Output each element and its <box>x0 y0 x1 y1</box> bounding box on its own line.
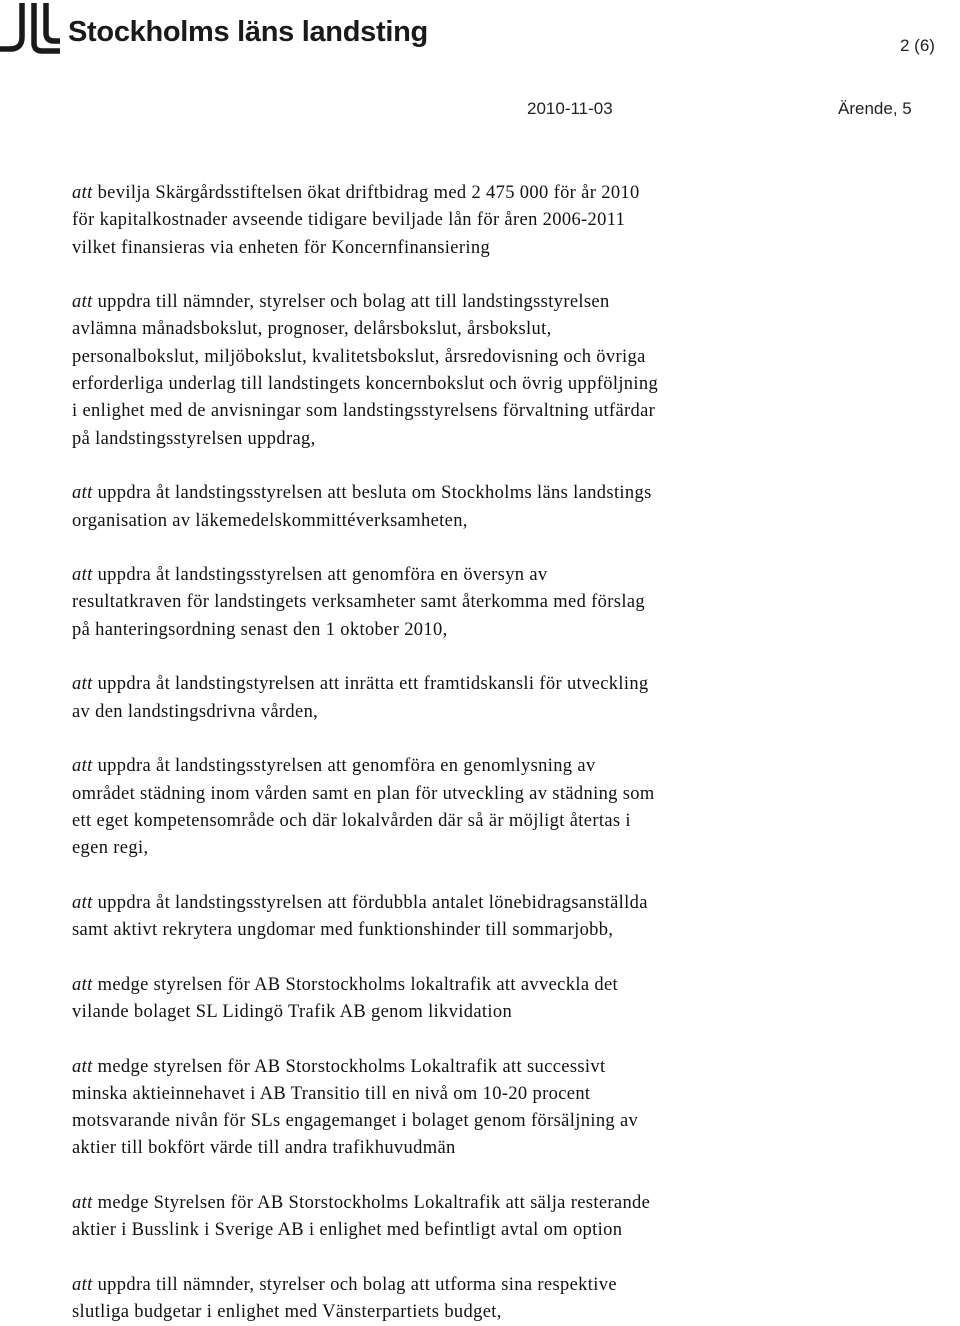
line-text: uppdra åt landstingstyrelsen att inrätta ett framtidskansli för utveckling <box>97 674 649 695</box>
att-keyword: att <box>72 1274 93 1295</box>
att-keyword: att <box>72 974 93 995</box>
line-text: medge Styrelsen för AB Storstockholms Lokaltrafik att sälja resterande <box>97 1192 651 1213</box>
decision-paragraph <box>72 289 812 453</box>
paragraph-line <box>72 426 812 453</box>
paragraph-line <box>72 753 812 780</box>
att-keyword: att <box>72 483 93 504</box>
line-text: organisation av läkemedelskommittéverksamheten, <box>72 510 468 531</box>
line-text: av den landstingsdrivna vården, <box>72 701 319 722</box>
paragraph-line <box>72 999 812 1026</box>
att-keyword: att <box>72 674 93 695</box>
line-text: för kapitalkostnader avseende tidigare beviljade lån för åren 2006-2011 <box>72 210 626 231</box>
line-text: ett eget kompetensområde och där lokalvården där så är möjligt återtas i <box>72 810 631 831</box>
line-text: i enlighet med de anvisningar som landstingsstyrelsens förvaltning utfärdar <box>72 401 656 422</box>
paragraph-line <box>72 1272 812 1299</box>
paragraph-line <box>72 1054 812 1081</box>
paragraph-line <box>72 180 812 207</box>
paragraph-line <box>72 1081 812 1108</box>
paragraph-line <box>72 480 812 507</box>
paragraph-line <box>72 398 812 425</box>
line-text: uppdra åt landstingsstyrelsen att besluta om Stockholms läns landstings <box>97 483 652 504</box>
org-logo <box>0 0 428 58</box>
line-text: slutliga budgetar i enlighet med Vänsterpartiets budget, <box>72 1302 502 1323</box>
line-text: bevilja Skärgårdsstiftelsen ökat driftbidrag med 2 475 000 för år 2010 <box>97 183 640 203</box>
line-text: på landstingsstyrelsen uppdrag, <box>72 428 316 449</box>
paragraph-line <box>72 235 812 262</box>
paragraph-line <box>72 371 812 398</box>
decision-paragraph <box>72 562 812 644</box>
paragraph-line <box>72 207 812 234</box>
paragraph-line <box>72 781 812 808</box>
line-text: uppdra åt landstingsstyrelsen att genomföra en genomlysning av <box>97 756 596 777</box>
paragraph-line <box>72 1135 812 1162</box>
decision-paragraph <box>72 1054 812 1163</box>
line-text: egen regi, <box>72 838 149 859</box>
paragraph-line <box>72 890 812 917</box>
line-text: samt aktivt rekrytera ungdomar med funktionshinder till sommarjobb, <box>72 920 614 941</box>
paragraph-line <box>72 508 812 535</box>
paragraph-line <box>72 344 812 371</box>
paragraph-line <box>72 1217 812 1244</box>
line-text: på hanteringsordning senast den 1 oktober 2010, <box>72 619 448 640</box>
att-keyword: att <box>72 1056 93 1077</box>
att-keyword: att <box>72 892 93 913</box>
line-text: medge styrelsen för AB Storstockholms Lokaltrafik att successivt <box>97 1056 606 1077</box>
line-text: minska aktieinnehavet i AB Transitio till en nivå om 10-20 procent <box>72 1083 591 1104</box>
page-number: 2 (6) <box>900 36 935 55</box>
paragraph-line <box>72 562 812 589</box>
paragraph-line <box>72 617 812 644</box>
line-text: vilande bolaget SL Lidingö Trafik AB genom likvidation <box>72 1001 513 1022</box>
line-text: området städning inom vården samt en plan för utveckling av städning som <box>72 783 655 804</box>
att-keyword: att <box>72 565 93 586</box>
line-text: personalbokslut, miljöbokslut, kvalitetsbokslut, årsredovisning och övriga <box>72 346 646 367</box>
paragraph-line <box>72 589 812 616</box>
line-text: uppdra till nämnder, styrelser och bolag att till landstingsstyrelsen <box>97 292 610 313</box>
paragraph-line <box>72 671 812 698</box>
paragraph-line <box>72 808 812 835</box>
paragraph-line <box>72 1190 812 1217</box>
paragraph-line <box>72 316 812 343</box>
case-reference: Ärende, 5 <box>838 99 912 118</box>
line-text: motsvarande nivån för SLs engagemanget i bolaget genom försäljning av <box>72 1111 639 1132</box>
line-text: uppdra åt landstingsstyrelsen att fördubbla antalet lönebidragsanställda <box>97 892 648 913</box>
line-text: uppdra åt landstingsstyrelsen att genomföra en översyn av <box>97 565 548 586</box>
landsting-logo-icon <box>0 3 60 55</box>
decision-list <box>72 180 812 1326</box>
paragraph-line <box>72 1108 812 1135</box>
line-text: vilket finansieras via enheten för Koncernfinansiering <box>72 237 491 258</box>
decision-paragraph <box>72 671 812 726</box>
line-text: resultatkraven för landstingets verksamheter samt återkomma med förslag <box>72 592 645 613</box>
decision-paragraph <box>72 1190 812 1245</box>
line-text: avlämna månadsbokslut, prognoser, delårsbokslut, årsbokslut, <box>72 319 552 340</box>
decision-paragraph <box>72 972 812 1027</box>
paragraph-line <box>72 917 812 944</box>
decision-paragraph <box>72 753 812 862</box>
org-name: Stockholms läns landsting <box>68 15 428 48</box>
decision-paragraph <box>72 180 812 262</box>
paragraph-line <box>72 699 812 726</box>
att-keyword: att <box>72 1192 93 1213</box>
line-text: medge styrelsen för AB Storstockholms lokaltrafik att avveckla det <box>97 974 619 995</box>
paragraph-line <box>72 972 812 999</box>
line-text: aktier i Busslink i Sverige AB i enlighet med befintligt avtal om option <box>72 1220 623 1241</box>
paragraph-line <box>72 835 812 862</box>
line-text: uppdra till nämnder, styrelser och bolag att utforma sina respektive <box>97 1274 617 1295</box>
paragraph-line <box>72 289 812 316</box>
decision-paragraph <box>72 1272 812 1326</box>
document-date: 2010-11-03 <box>527 99 613 118</box>
att-keyword: att <box>72 756 93 777</box>
line-text: erforderliga underlag till landstingets koncernbokslut och övrig uppföljning <box>72 374 659 395</box>
att-keyword: att <box>72 183 93 203</box>
decision-paragraph <box>72 480 812 535</box>
line-text: aktier till bokfört värde till andra trafikhuvudmän <box>72 1138 456 1159</box>
att-keyword: att <box>72 292 93 313</box>
decision-paragraph <box>72 890 812 945</box>
